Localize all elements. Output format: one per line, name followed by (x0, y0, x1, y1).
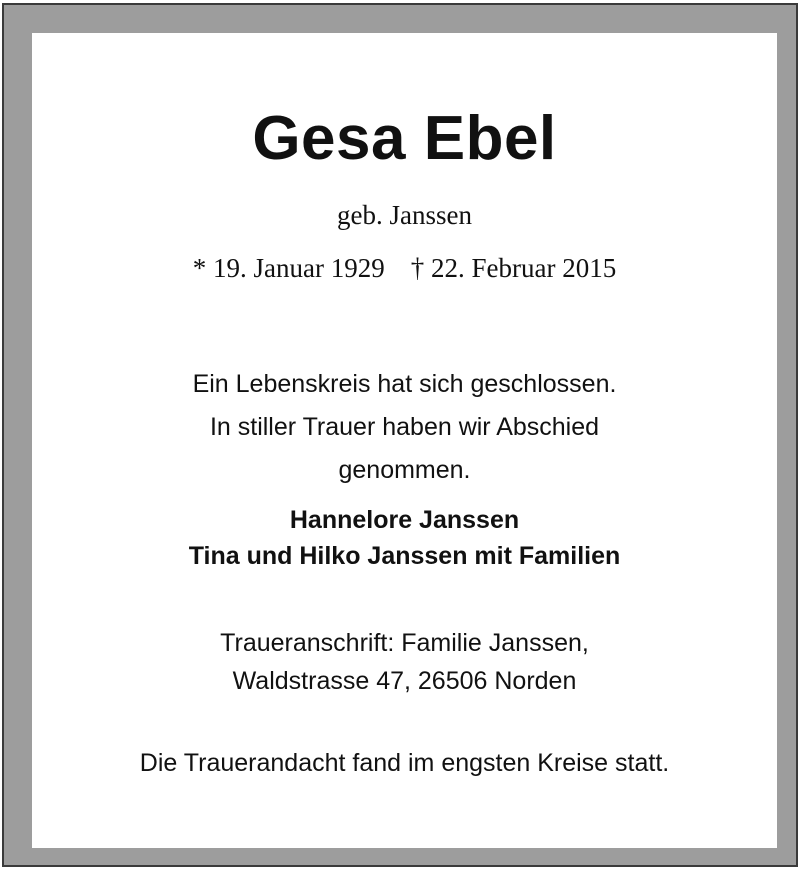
mourner-name: Hannelore Janssen (289, 506, 520, 534)
life-dates (32, 251, 777, 285)
deceased-name: Gesa Ebel (252, 104, 557, 173)
maiden-name: geb. Janssen (337, 200, 472, 230)
closing-note: Die Trauerandacht fand im engsten Kreise statt. (139, 749, 670, 777)
text-line: genommen. (338, 456, 471, 484)
mourner-name: Tina und Hilko Janssen mit Familien (188, 542, 621, 570)
notice-frame (2, 3, 798, 867)
birth-date: * 19. Januar 1929 (192, 253, 385, 283)
text-line: Ein Lebenskreis hat sich geschlossen. (192, 370, 617, 398)
mourning-address-line: Traueranschrift: Familie Janssen, (220, 629, 589, 657)
death-date: † 22. Februar 2015 (410, 253, 617, 283)
mourning-address-line: Waldstrasse 47, 26506 Norden (232, 667, 577, 695)
text-line: In stiller Trauer haben wir Abschied (209, 413, 600, 441)
obituary-card (32, 33, 777, 848)
